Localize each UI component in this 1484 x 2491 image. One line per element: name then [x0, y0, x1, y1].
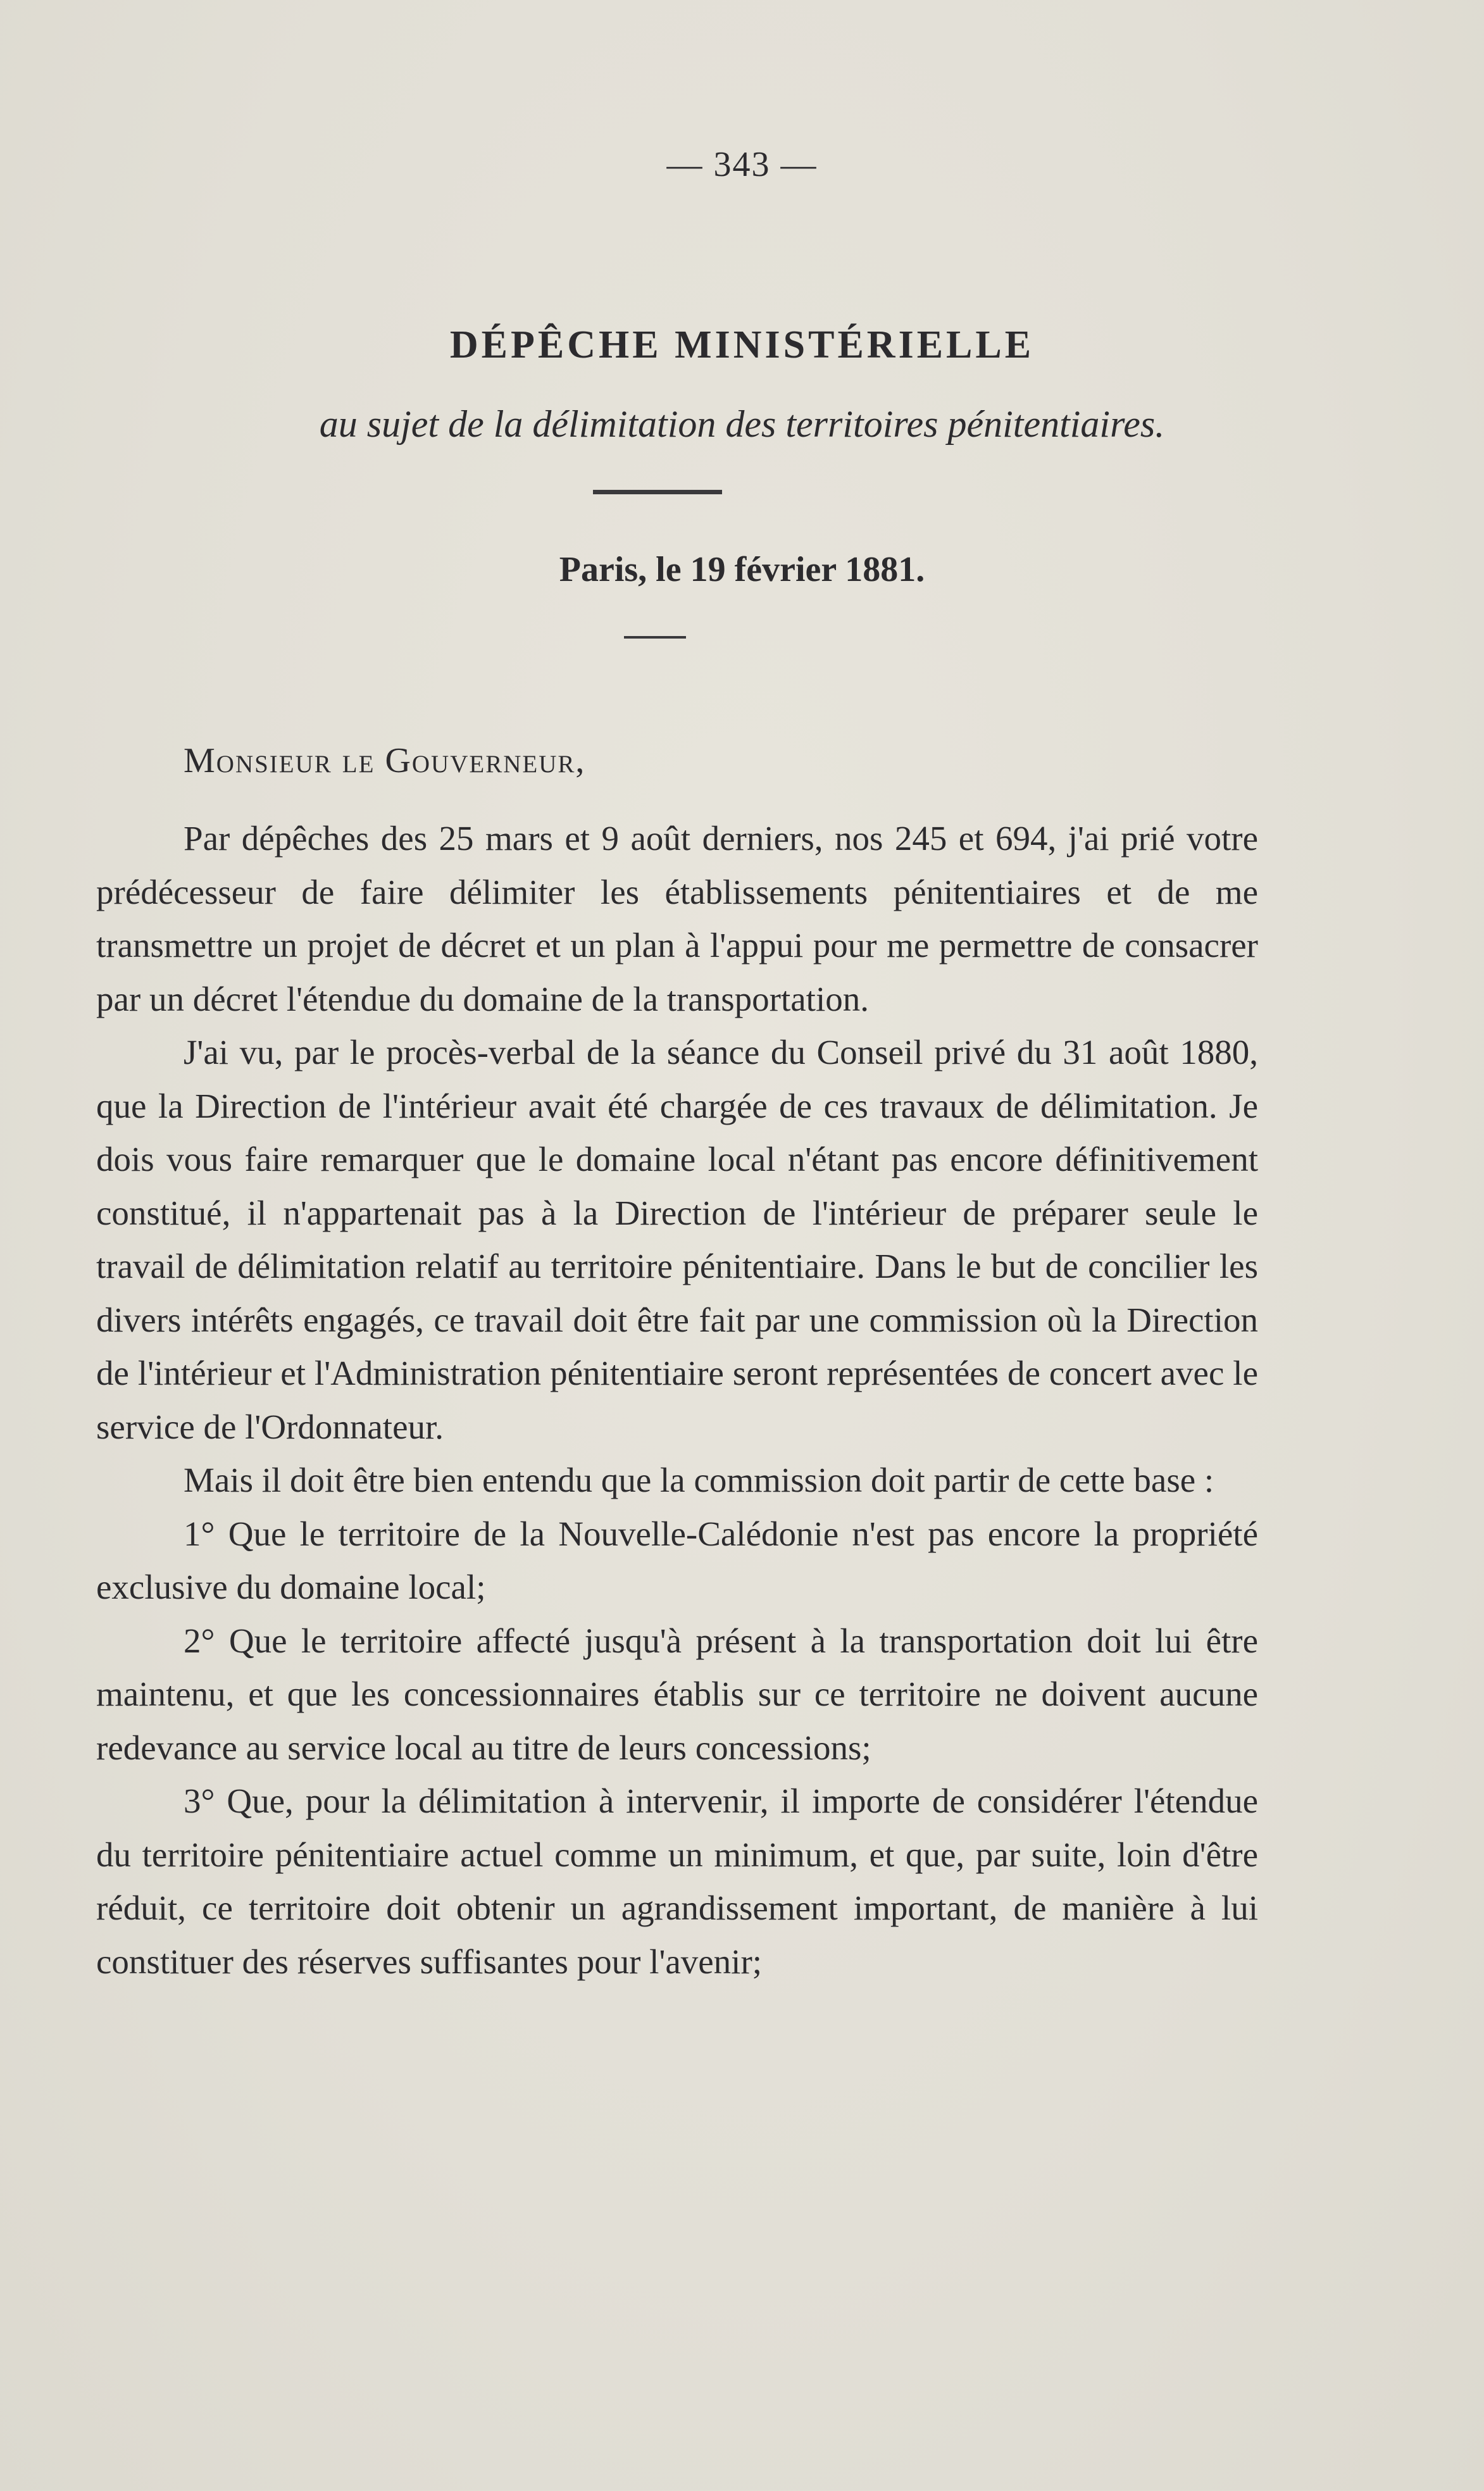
paragraph-2: J'ai vu, par le procès-verbal de la séance du Conseil privé du 31 août 1880, que la Direction de l'intérieur avait été chargée de ces travaux de délimitation. Je dois vous faire remarquer que le domaine local n'étant pas encore définitivement constitué, il n'appartenait pas à la Direction de l'intérieur de préparer seule le travail de délimitation relatif au territoire pénitentiaire. Dans le but de concilier les divers intérêts engagés, ce travail doit être fait par une commission où la Direction de l'intérieur et l'Administration pénitentiaire seront représentées de concert avec le service de l'Ordonnateur.	[96, 1033, 1258, 1446]
list-item-1: 1° Que le territoire de la Nouvelle-Calédonie n'est pas encore la propriété exclusive du domaine local;	[96, 1514, 1258, 1606]
body-text	[96, 812, 1258, 1988]
list-item-3: 3° Que, pour la délimitation à intervenir, il importe de considérer l'étendue du territoire pénitentiaire actuel comme un minimum, et que, par suite, loin d'être réduit, ce territoire doit obtenir un agrandissement important, de manière à lui constituer des réserves suffisantes pour l'avenir;	[96, 1782, 1258, 1981]
document-title: DÉPÊCHE MINISTÉRIELLE	[449, 323, 1035, 366]
dateline-divider	[624, 636, 686, 639]
list-item-2: 2° Que le territoire affecté jusqu'à présent à la transportation doit lui être maintenu, et que les concessionnaires établis sur ce territoire ne doivent aucune redevance au service local au titre de leurs concessions;	[96, 1621, 1258, 1767]
paragraph-3: Mais il doit être bien entendu que la commission doit partir de cette base :	[184, 1461, 1214, 1499]
paragraph-1: Par dépêches des 25 mars et 9 août derniers, nos 245 et 694, j'ai prié votre prédécesseur de faire délimiter les établissements pénitentiaires et de me transmettre un projet de décret et un plan à l'appui pour me permettre de consacrer par un décret l'étendue du domaine de la transportation.	[96, 819, 1258, 1018]
page-number: — 343 —	[666, 145, 818, 184]
salutation: Monsieur le Gouverneur,	[184, 741, 586, 780]
document-subtitle: au sujet de la délimitation des territoires pénitentiaires.	[319, 403, 1165, 445]
title-divider	[593, 490, 722, 494]
dateline: Paris, le 19 février 1881.	[559, 550, 925, 589]
